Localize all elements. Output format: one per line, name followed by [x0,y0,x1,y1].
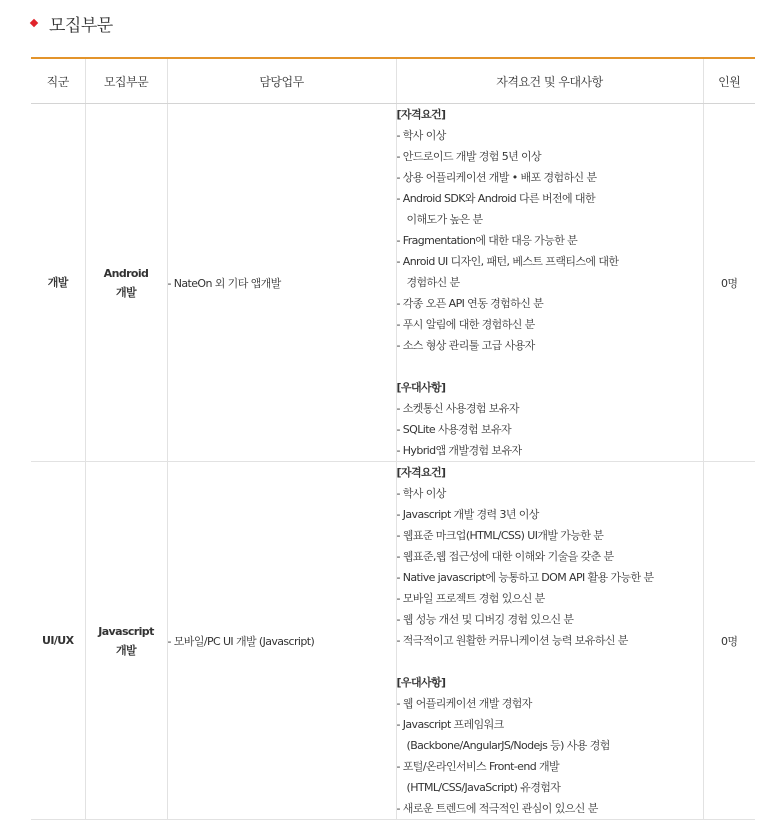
division-cell [85,104,167,462]
section-title-text: 모집부문 [49,15,113,36]
duty-cell: - NateOn 외 기타 앱개발 [167,104,396,462]
requirement-item: - 상용 어플리케이션 개발 • 배포 경험하신 분 [396,171,597,184]
qualification-cell [396,104,703,462]
header-headcount: 인원 [703,58,755,104]
requirement-item: - 학사 이상 [396,129,446,142]
division-line: Android [103,266,149,280]
requirement-item: - 웹표준,웹 접근성에 대한 이해와 기술을 갖춘 분 [396,550,614,563]
preference-item: - 소켓통신 사용경험 보유자 [396,402,519,415]
preference-item: (HTML/CSS/JavaScript) 유경험자 [406,781,561,794]
preference-item: - 웹 어플리케이션 개발 경험자 [396,697,532,710]
division-cell [85,462,167,820]
job-cell: UI/UX [31,462,85,820]
preferences-heading: [우대사항] [396,676,446,689]
requirement-item: - 소스 형상 관리툴 고급 사용자 [396,339,535,352]
requirement-item: - Anroid UI 디자인, 패턴, 베스트 프랙티스에 대한 [396,255,619,268]
spacer [397,356,703,377]
requirements-heading: [자격요건] [396,466,446,479]
job-cell: 개발 [31,104,85,462]
requirement-item: - 모바일 프로젝트 경험 있으신 분 [396,592,545,605]
preference-item: - Hybrid앱 개발경험 보유자 [396,444,522,457]
division-line: Javascript [98,624,154,638]
preference-item: - SQLite 사용경험 보유자 [396,423,512,436]
spacer [397,651,703,672]
preference-item: - 새로운 트렌드에 적극적인 관심이 있으신 분 [396,802,598,815]
duty-cell: - 모바일/PC UI 개발 (Javascript) [167,462,396,820]
header-qualification: 자격요건 및 우대사항 [396,58,703,104]
header-job: 직군 [31,58,85,104]
header-duty: 담당업무 [167,58,396,104]
headcount-cell: 0명 [703,104,755,462]
header-division: 모집부문 [85,58,167,104]
requirement-item: 경험하신 분 [406,276,460,289]
requirement-item: - 푸시 알림에 대한 경험하신 분 [396,318,535,331]
requirement-item: - 안드로이드 개발 경험 5년 이상 [396,150,542,163]
requirements-heading: [자격요건] [396,108,446,121]
preference-item: (Backbone/AngularJS/Nodejs 등) 사용 경험 [406,739,610,752]
requirement-item: - 학사 이상 [396,487,446,500]
division-line: 개발 [115,643,137,657]
requirement-item: - Fragmentation에 대한 대응 가능한 분 [396,234,578,247]
preferences-heading: [우대사항] [396,381,446,394]
section-title [30,10,113,36]
preference-item: - Javascript 프레임워크 [396,718,504,731]
table-row [31,462,755,820]
recruitment-table [31,57,755,820]
table-header-row [31,58,755,104]
requirement-item: - Android SDK와 Android 다른 버전에 대한 [396,192,595,205]
requirement-item: - Native javascript에 능통하고 DOM API 활용 가능한 분 [396,571,654,584]
requirement-item: - Javascript 개발 경력 3년 이상 [396,508,539,521]
requirement-item: - 웹 성능 개선 및 디버깅 경험 있으신 분 [396,613,574,626]
requirement-item: 이해도가 높은 분 [406,213,483,226]
diamond-bullet-icon [30,19,38,27]
table-row [31,104,755,462]
qualification-cell [396,462,703,820]
headcount-cell: 0명 [703,462,755,820]
division-line: 개발 [115,285,137,299]
requirement-item: - 각종 오픈 API 연동 경험하신 분 [396,297,544,310]
requirement-item: - 적극적이고 원활한 커뮤니케이션 능력 보유하신 분 [396,634,628,647]
preference-item: - 포털/온라인서비스 Front-end 개발 [396,760,560,773]
requirement-item: - 웹표준 마크업(HTML/CSS) UI개발 가능한 분 [396,529,604,542]
